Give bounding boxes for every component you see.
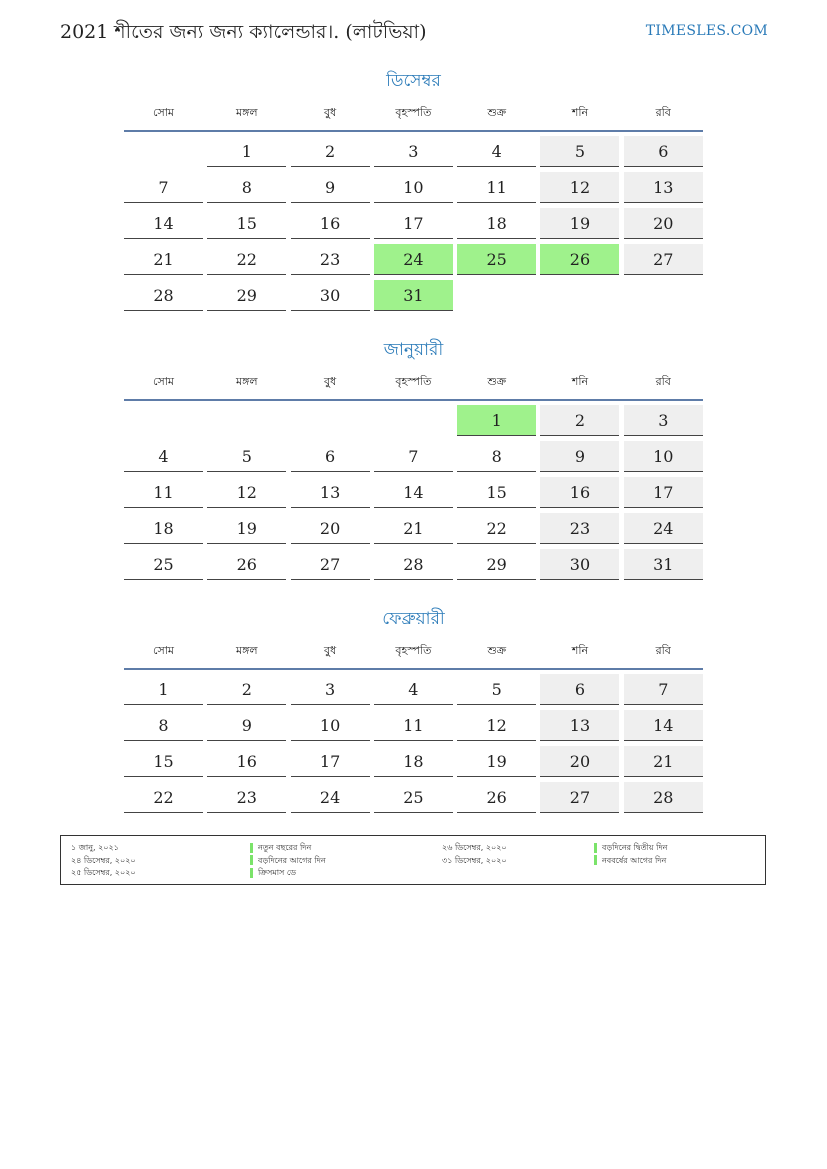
day-cell: 18 [124,513,203,544]
weekday-label: শনি [571,644,589,657]
day-cell: 19 [540,208,619,239]
legend-holiday [250,867,326,880]
month-title: ডিসেম্বর [386,71,441,91]
day-cell: 25 [124,549,203,580]
day-cell: 12 [457,710,536,741]
holiday-marker [250,843,253,853]
day-cell: 3 [291,674,370,705]
weekday-label: মঙ্গল [235,375,258,388]
weekday-label: বৃহস্পতি [395,375,432,388]
holiday-marker [594,843,597,853]
day-cell: 28 [624,782,703,813]
weekday-label: শুক্র [487,644,507,657]
empty-cell [457,280,536,311]
legend-holiday [250,855,326,868]
legend-holiday-name: ক্রিসমাস ডে [258,868,296,877]
day-cell: 11 [374,710,453,741]
legend-holiday-name: নতুন বছরের দিন [258,843,312,852]
day-cell: 3 [624,405,703,436]
day-cell: 21 [374,513,453,544]
weekday-label: মঙ্গল [235,644,258,657]
day-cell: 17 [374,208,453,239]
day-cell: 20 [540,746,619,777]
weekday-label: বুধ [323,375,337,388]
day-cell: 7 [124,172,203,203]
day-cell: 26 [207,549,286,580]
weekday-label: বৃহস্পতি [395,644,432,657]
day-cell: 24 [291,782,370,813]
holiday-legend [60,835,766,885]
day-grid [124,674,703,814]
legend-holiday-name: বড়দিনের আগের দিন [258,855,326,865]
day-cell: 21 [624,746,703,777]
day-cell: 9 [540,441,619,472]
day-cell: 16 [291,208,370,239]
month-title: জানুয়ারী [383,340,444,360]
week-row [124,405,703,437]
day-cell: 14 [374,477,453,508]
legend-holiday-name: নববর্ষের আগের দিন [602,855,667,865]
weekday-label: শুক্র [487,375,507,388]
day-cell: 8 [457,441,536,472]
month-december [124,69,703,316]
weekday-header [124,372,703,401]
day-cell: 27 [291,549,370,580]
day-cell: 30 [291,280,370,311]
month-january [124,338,703,585]
holiday-day-cell: 1 [457,405,536,436]
day-cell: 4 [374,674,453,705]
weekday-header [124,103,703,132]
day-cell: 17 [624,477,703,508]
empty-cell [624,280,703,311]
day-cell: 8 [124,710,203,741]
day-cell: 12 [540,172,619,203]
week-row [124,513,703,545]
weekday-label: বুধ [323,644,337,657]
weekday-label: শনি [571,375,589,388]
week-row [124,280,703,312]
day-cell: 18 [457,208,536,239]
weekday-label: সোম [152,375,175,388]
week-row [124,710,703,742]
weekday-header [124,641,703,670]
legend-holiday [250,842,326,855]
day-grid [124,136,703,312]
legend-date: ২৫ ডিসেম্বর, ২০২০ [71,868,136,877]
day-cell: 15 [124,746,203,777]
holiday-day-cell: 25 [457,244,536,275]
day-cell: 6 [291,441,370,472]
day-cell: 15 [207,208,286,239]
empty-cell [540,280,619,311]
day-cell: 13 [624,172,703,203]
day-cell: 10 [374,172,453,203]
empty-cell [207,405,286,436]
day-cell: 20 [291,513,370,544]
weekday-label: শুক্র [487,106,507,119]
legend-col-names-2 [594,842,667,867]
empty-cell [291,405,370,436]
holiday-marker [250,855,253,865]
day-cell: 23 [291,244,370,275]
legend-col-dates-2 [442,842,507,867]
day-cell: 17 [291,746,370,777]
day-cell: 1 [124,674,203,705]
month-title: ফেব্রুয়ারী [382,609,445,629]
day-cell: 21 [124,244,203,275]
day-cell: 24 [624,513,703,544]
day-cell: 23 [207,782,286,813]
weekday-label: রবি [655,375,671,388]
day-cell: 8 [207,172,286,203]
day-cell: 30 [540,549,619,580]
day-cell: 5 [457,674,536,705]
week-row [124,441,703,473]
day-cell: 9 [291,172,370,203]
weekday-label: রবি [655,644,671,657]
day-cell: 10 [624,441,703,472]
day-cell: 11 [124,477,203,508]
day-grid [124,405,703,581]
day-cell: 31 [624,549,703,580]
day-cell: 2 [291,136,370,167]
day-cell: 28 [124,280,203,311]
legend-date: ২৪ ডিসেম্বর, ২০২০ [71,855,136,865]
week-row [124,746,703,778]
week-row [124,172,703,204]
day-cell: 29 [207,280,286,311]
week-row [124,782,703,814]
holiday-marker [250,868,253,878]
empty-cell [124,405,203,436]
week-row [124,136,703,168]
day-cell: 25 [374,782,453,813]
legend-holiday [594,842,667,855]
day-cell: 27 [540,782,619,813]
empty-cell [124,136,203,167]
day-cell: 26 [457,782,536,813]
weekday-label: বৃহস্পতি [395,106,432,119]
day-cell: 23 [540,513,619,544]
day-cell: 4 [124,441,203,472]
legend-col-dates-1 [71,842,136,880]
weekday-label: সোম [152,644,175,657]
legend-date: ৩১ ডিসেম্বর, ২০২০ [442,855,507,865]
weekday-label: সোম [152,106,175,119]
legend-col-names-1 [250,842,326,880]
legend-date: ১ জানু, ২০২১ [71,843,119,852]
day-cell: 2 [207,674,286,705]
day-cell: 29 [457,549,536,580]
week-row [124,549,703,581]
holiday-day-cell: 26 [540,244,619,275]
day-cell: 27 [624,244,703,275]
week-row [124,244,703,276]
holiday-day-cell: 24 [374,244,453,275]
weekday-label: রবি [655,106,671,119]
day-cell: 22 [457,513,536,544]
day-cell: 14 [124,208,203,239]
legend-holiday [594,855,667,868]
week-row [124,674,703,706]
holiday-marker [594,855,597,865]
day-cell: 11 [457,172,536,203]
brand-link[interactable]: TIMESLES.COM [645,23,768,39]
day-cell: 10 [291,710,370,741]
day-cell: 2 [540,405,619,436]
weekday-label: শনি [571,106,589,119]
page-title: 2021 শীতের জন্য জন্য ক্যালেন্ডার।. (লাটভিয়া) [60,21,427,43]
day-cell: 1 [207,136,286,167]
day-cell: 7 [374,441,453,472]
week-row [124,477,703,509]
day-cell: 13 [291,477,370,508]
weekday-label: বুধ [323,106,337,119]
day-cell: 4 [457,136,536,167]
day-cell: 20 [624,208,703,239]
day-cell: 18 [374,746,453,777]
day-cell: 22 [207,244,286,275]
day-cell: 6 [624,136,703,167]
weekday-label: মঙ্গল [235,106,258,119]
legend-holiday-name: বড়দিনের দ্বিতীয় দিন [602,843,668,852]
day-cell: 16 [207,746,286,777]
day-cell: 19 [457,746,536,777]
day-cell: 14 [624,710,703,741]
week-row [124,208,703,240]
holiday-day-cell: 31 [374,280,453,311]
day-cell: 9 [207,710,286,741]
day-cell: 12 [207,477,286,508]
day-cell: 22 [124,782,203,813]
day-cell: 5 [207,441,286,472]
month-february [124,607,703,818]
day-cell: 19 [207,513,286,544]
day-cell: 28 [374,549,453,580]
day-cell: 16 [540,477,619,508]
day-cell: 7 [624,674,703,705]
day-cell: 3 [374,136,453,167]
day-cell: 5 [540,136,619,167]
day-cell: 6 [540,674,619,705]
day-cell: 13 [540,710,619,741]
empty-cell [374,405,453,436]
legend-date: ২৬ ডিসেম্বর, ২০২০ [442,843,507,852]
day-cell: 15 [457,477,536,508]
